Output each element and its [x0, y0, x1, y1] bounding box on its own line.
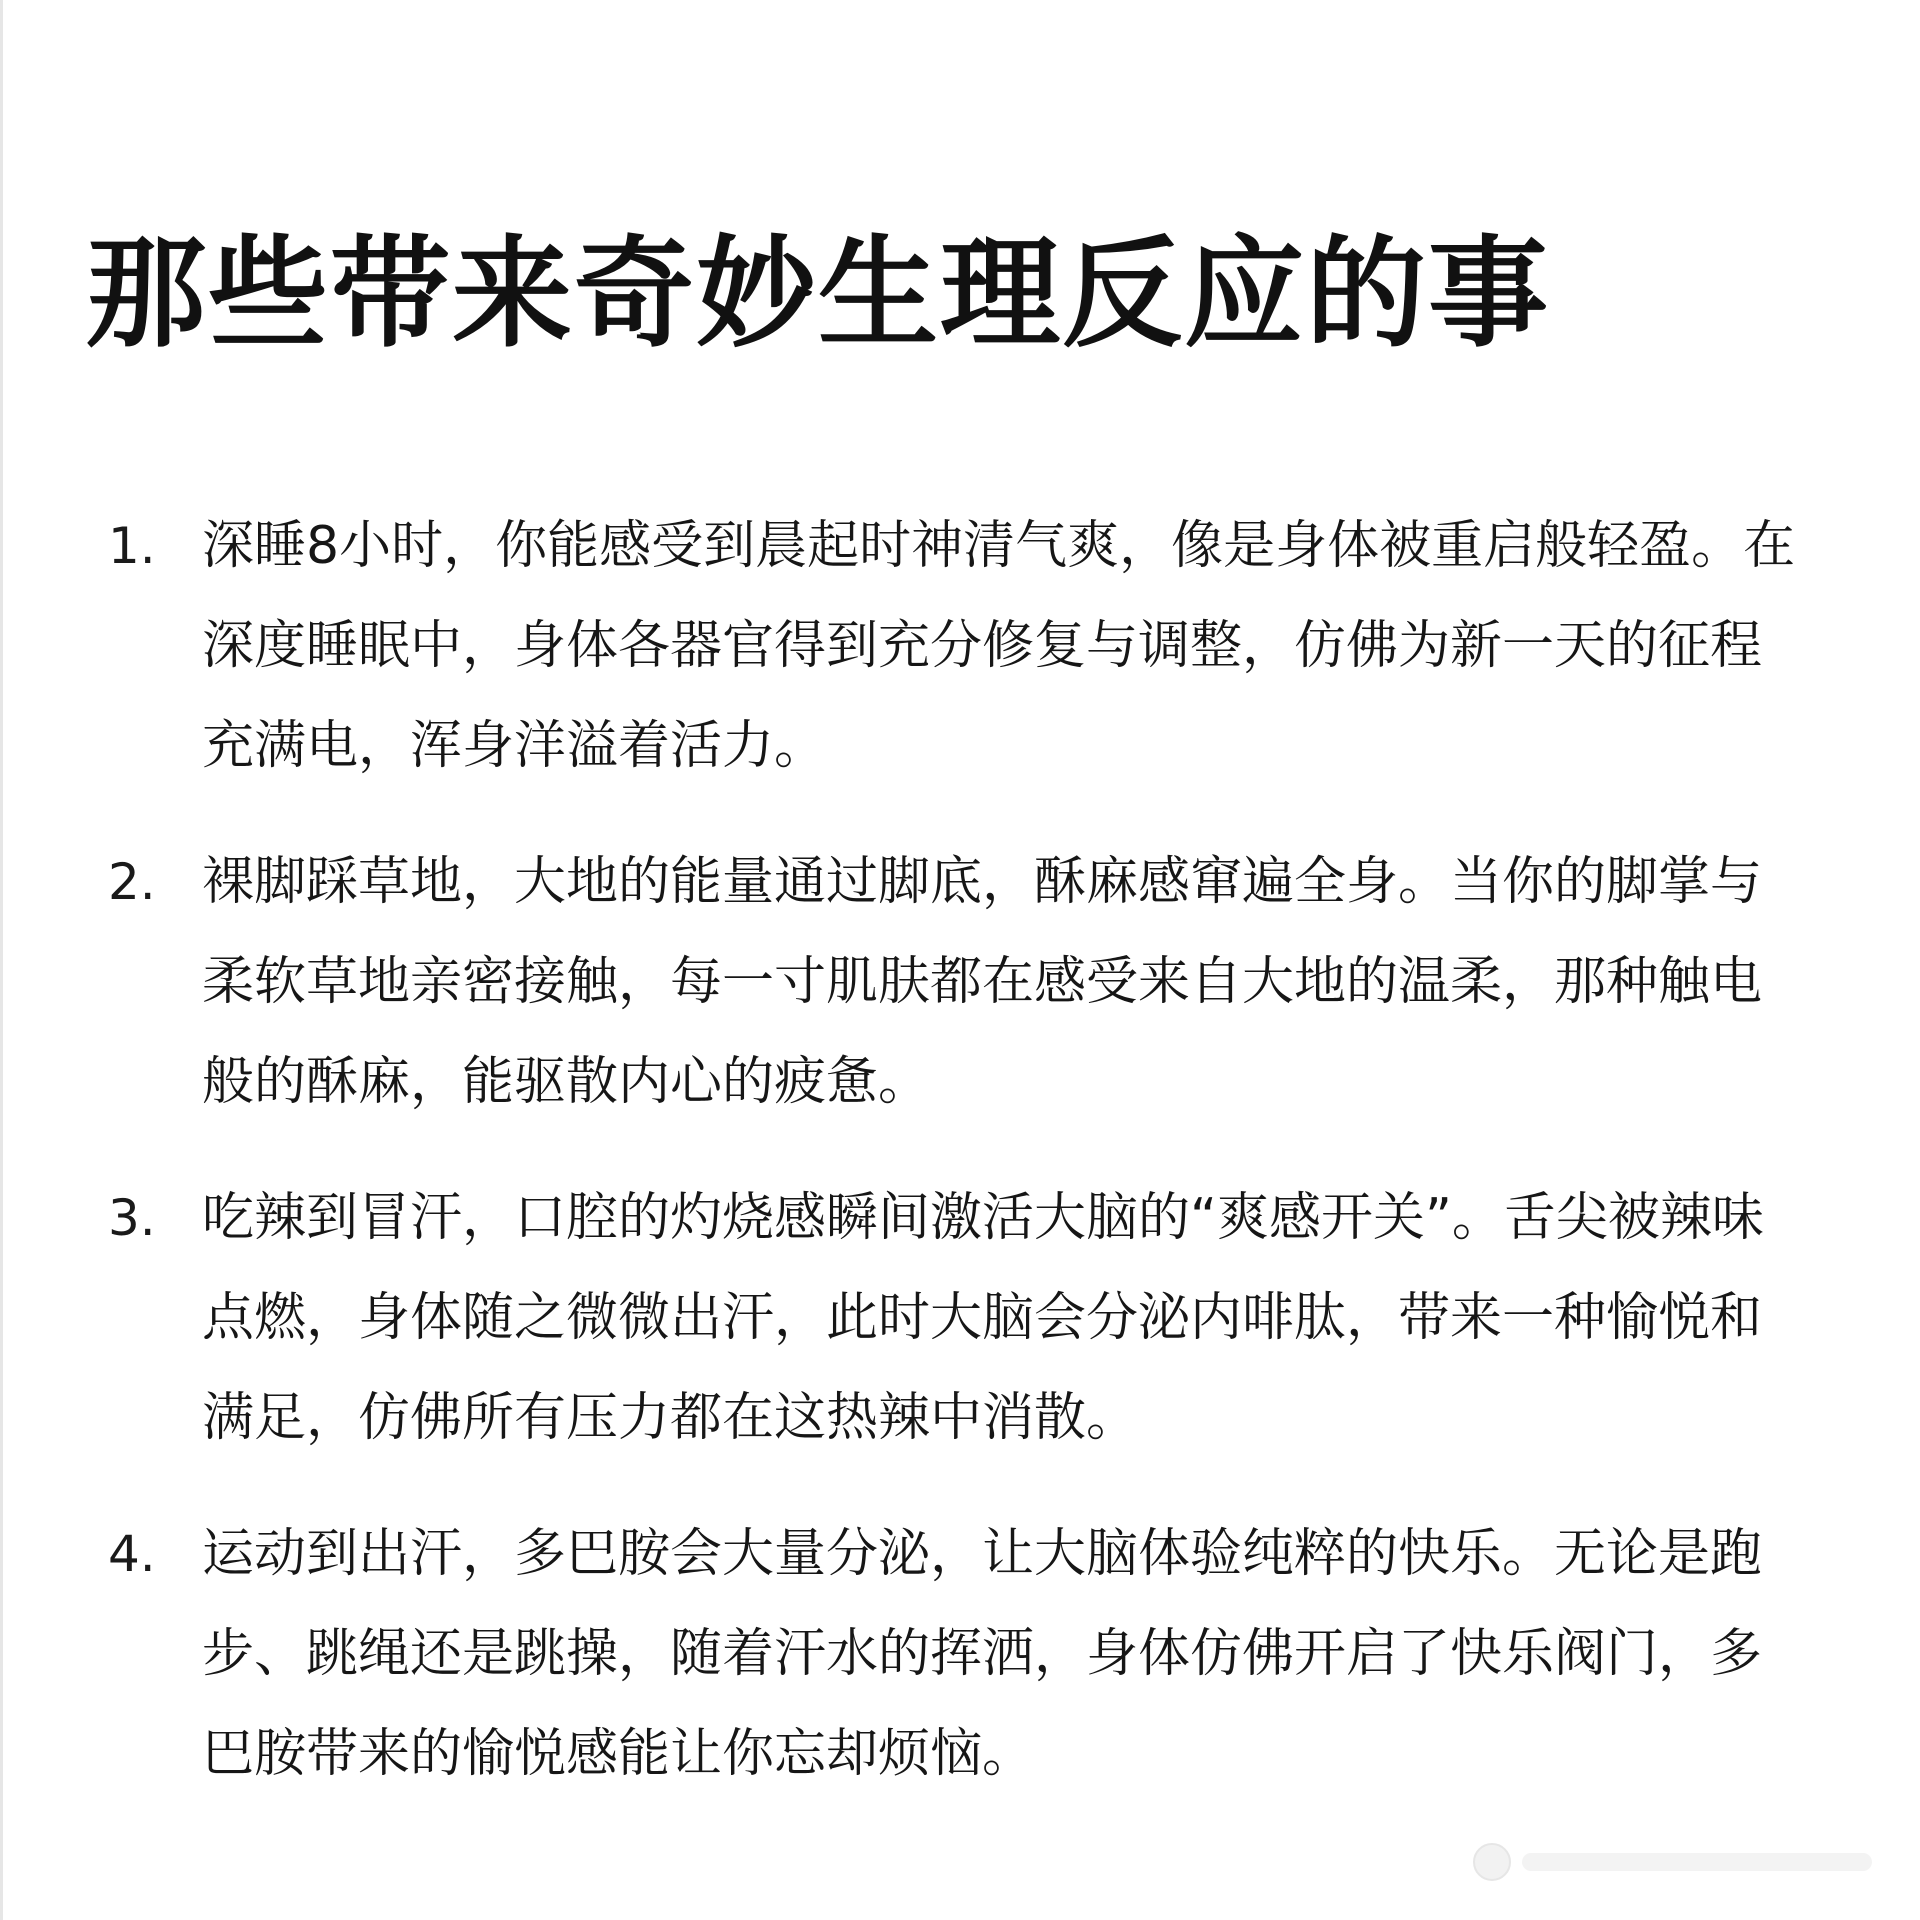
- list-item-4: [108, 1504, 1808, 1804]
- list-item-3: [108, 1168, 1808, 1468]
- list-item-text: 裸脚踩草地，大地的能量通过脚底，酥麻感窜遍全身。当你的脚掌与柔软草地亲密接触，每一寸肌肤都在感受来自大地的温柔，那种触电般的酥麻，能驱散内心的疲惫。: [202, 852, 1763, 1112]
- list-item-text: 运动到出汗，多巴胺会大量分泌，让大脑体验纯粹的快乐。无论是跑步、跳绳还是跳操，随着汗水的挥洒，身体仿佛开启了快乐阀门，多巴胺带来的愉悦感能让你忘却烦恼。: [202, 1524, 1763, 1784]
- list-item-text: 深睡8小时，你能感受到晨起时神清气爽，像是身体被重启般轻盈。在深度睡眠中，身体各器官得到充分修复与调整，仿佛为新一天的征程充满电，浑身洋溢着活力。: [202, 516, 1796, 776]
- list-number: 2.: [108, 853, 156, 911]
- list-item-text: 吃辣到冒汗，口腔的灼烧感瞬间激活大脑的“爽感开关”。舌尖被辣味点燃，身体随之微微出汗，此时大脑会分泌内啡肽，带来一种愉悦和满足，仿佛所有压力都在这热辣中消散。: [202, 1188, 1764, 1448]
- page-edge: [0, 0, 3, 1920]
- list-item-1: [108, 496, 1808, 796]
- numbered-list: [108, 496, 1808, 1840]
- watermark-graphic: [1466, 1836, 1886, 1888]
- list-number: 3.: [108, 1189, 156, 1247]
- list-number: 4.: [108, 1525, 156, 1583]
- page-title: 那些带来奇妙生理反应的事: [86, 225, 1550, 364]
- list-item-2: [108, 832, 1808, 1132]
- list-number: 1.: [108, 517, 156, 575]
- watermark: [1466, 1836, 1886, 1888]
